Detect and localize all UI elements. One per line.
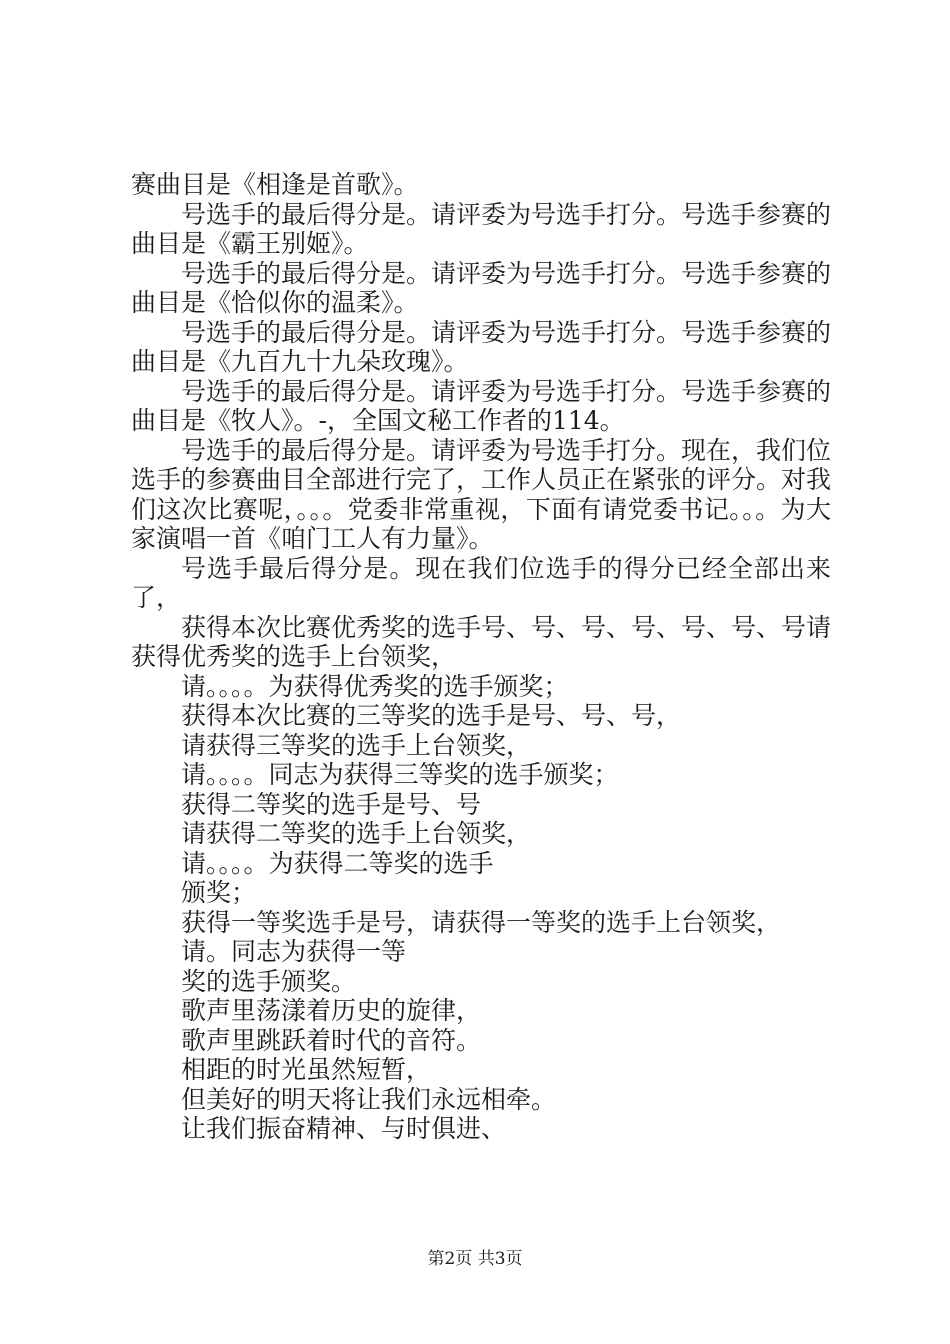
line-5: 请获得二等奖的选手上台领奖， [181, 819, 532, 848]
page-footer: 第2页 共3页 [427, 1249, 523, 1269]
line-13: 相距的时光虽然短暂， [181, 1055, 432, 1084]
paragraph-0: 赛曲目是《相逢是首歌》。 [131, 170, 419, 199]
paragraph-1: 号选手的最后得分是。请评委为号选手打分。号选手参赛的曲目是《霸王别姬》。 [131, 199, 832, 258]
paragraph-2: 号选手的最后得分是。请评委为号选手打分。号选手参赛的曲目是《恰似你的温柔》。 [131, 258, 832, 317]
body-text [131, 170, 831, 1144]
line-12: 歌声里跳跃着时代的音符。 [181, 1025, 482, 1055]
paragraph-3: 号选手的最后得分是。请评委为号选手打分。号选手参赛的曲目是《九百九十九朵玫瑰》。 [131, 317, 832, 376]
line-6: 请。。。。为获得二等奖的选手 [181, 848, 494, 878]
line-14: 但美好的明天将让我们永远相牵。 [181, 1084, 557, 1114]
line-1: 获得本次比赛的三等奖的选手是号、号、号， [181, 701, 682, 730]
paragraph-7: 获得本次比赛优秀奖的选手号、号、号、号、号、号、号请获得优秀奖的选手上台领奖， [131, 612, 832, 671]
line-8: 获得一等奖选手是号，请获得一等奖的选手上台领奖， [181, 907, 782, 937]
line-0: 请。。。。为获得优秀奖的选手颁奖； [181, 671, 569, 701]
line-7: 颁奖； [181, 878, 257, 907]
paragraph-4: 号选手的最后得分是。请评委为号选手打分。号选手参赛的曲目是《牧人》。-，全国文秘工作者的114。 [131, 376, 832, 435]
line-10: 奖的选手颁奖。 [181, 966, 357, 996]
line-3: 请。。。。同志为获得三等奖的选手颁奖； [181, 760, 619, 789]
paragraph-6: 号选手最后得分是。现在我们位选手的得分已经全部出来了， [131, 553, 831, 612]
line-2: 请获得三等奖的选手上台领奖， [181, 730, 532, 760]
line-15: 让我们振奋精神、与时俱进、 [181, 1114, 507, 1143]
line-9: 请。同志为获得一等 [181, 937, 407, 966]
line-11: 歌声里荡漾着历史的旋律， [181, 996, 482, 1025]
line-4: 获得二等奖的选手是号、号 [181, 789, 482, 819]
paragraph-5: 号选手的最后得分是。请评委为号选手打分。现在，我们位选手的参赛曲目全部进行完了，工作人员正在紧张的评分。对我们这次比赛呢，。。。党委非常重视，下面有请党委书记。。。为大家演唱一首《咱门工人有力量》。 [131, 435, 832, 553]
